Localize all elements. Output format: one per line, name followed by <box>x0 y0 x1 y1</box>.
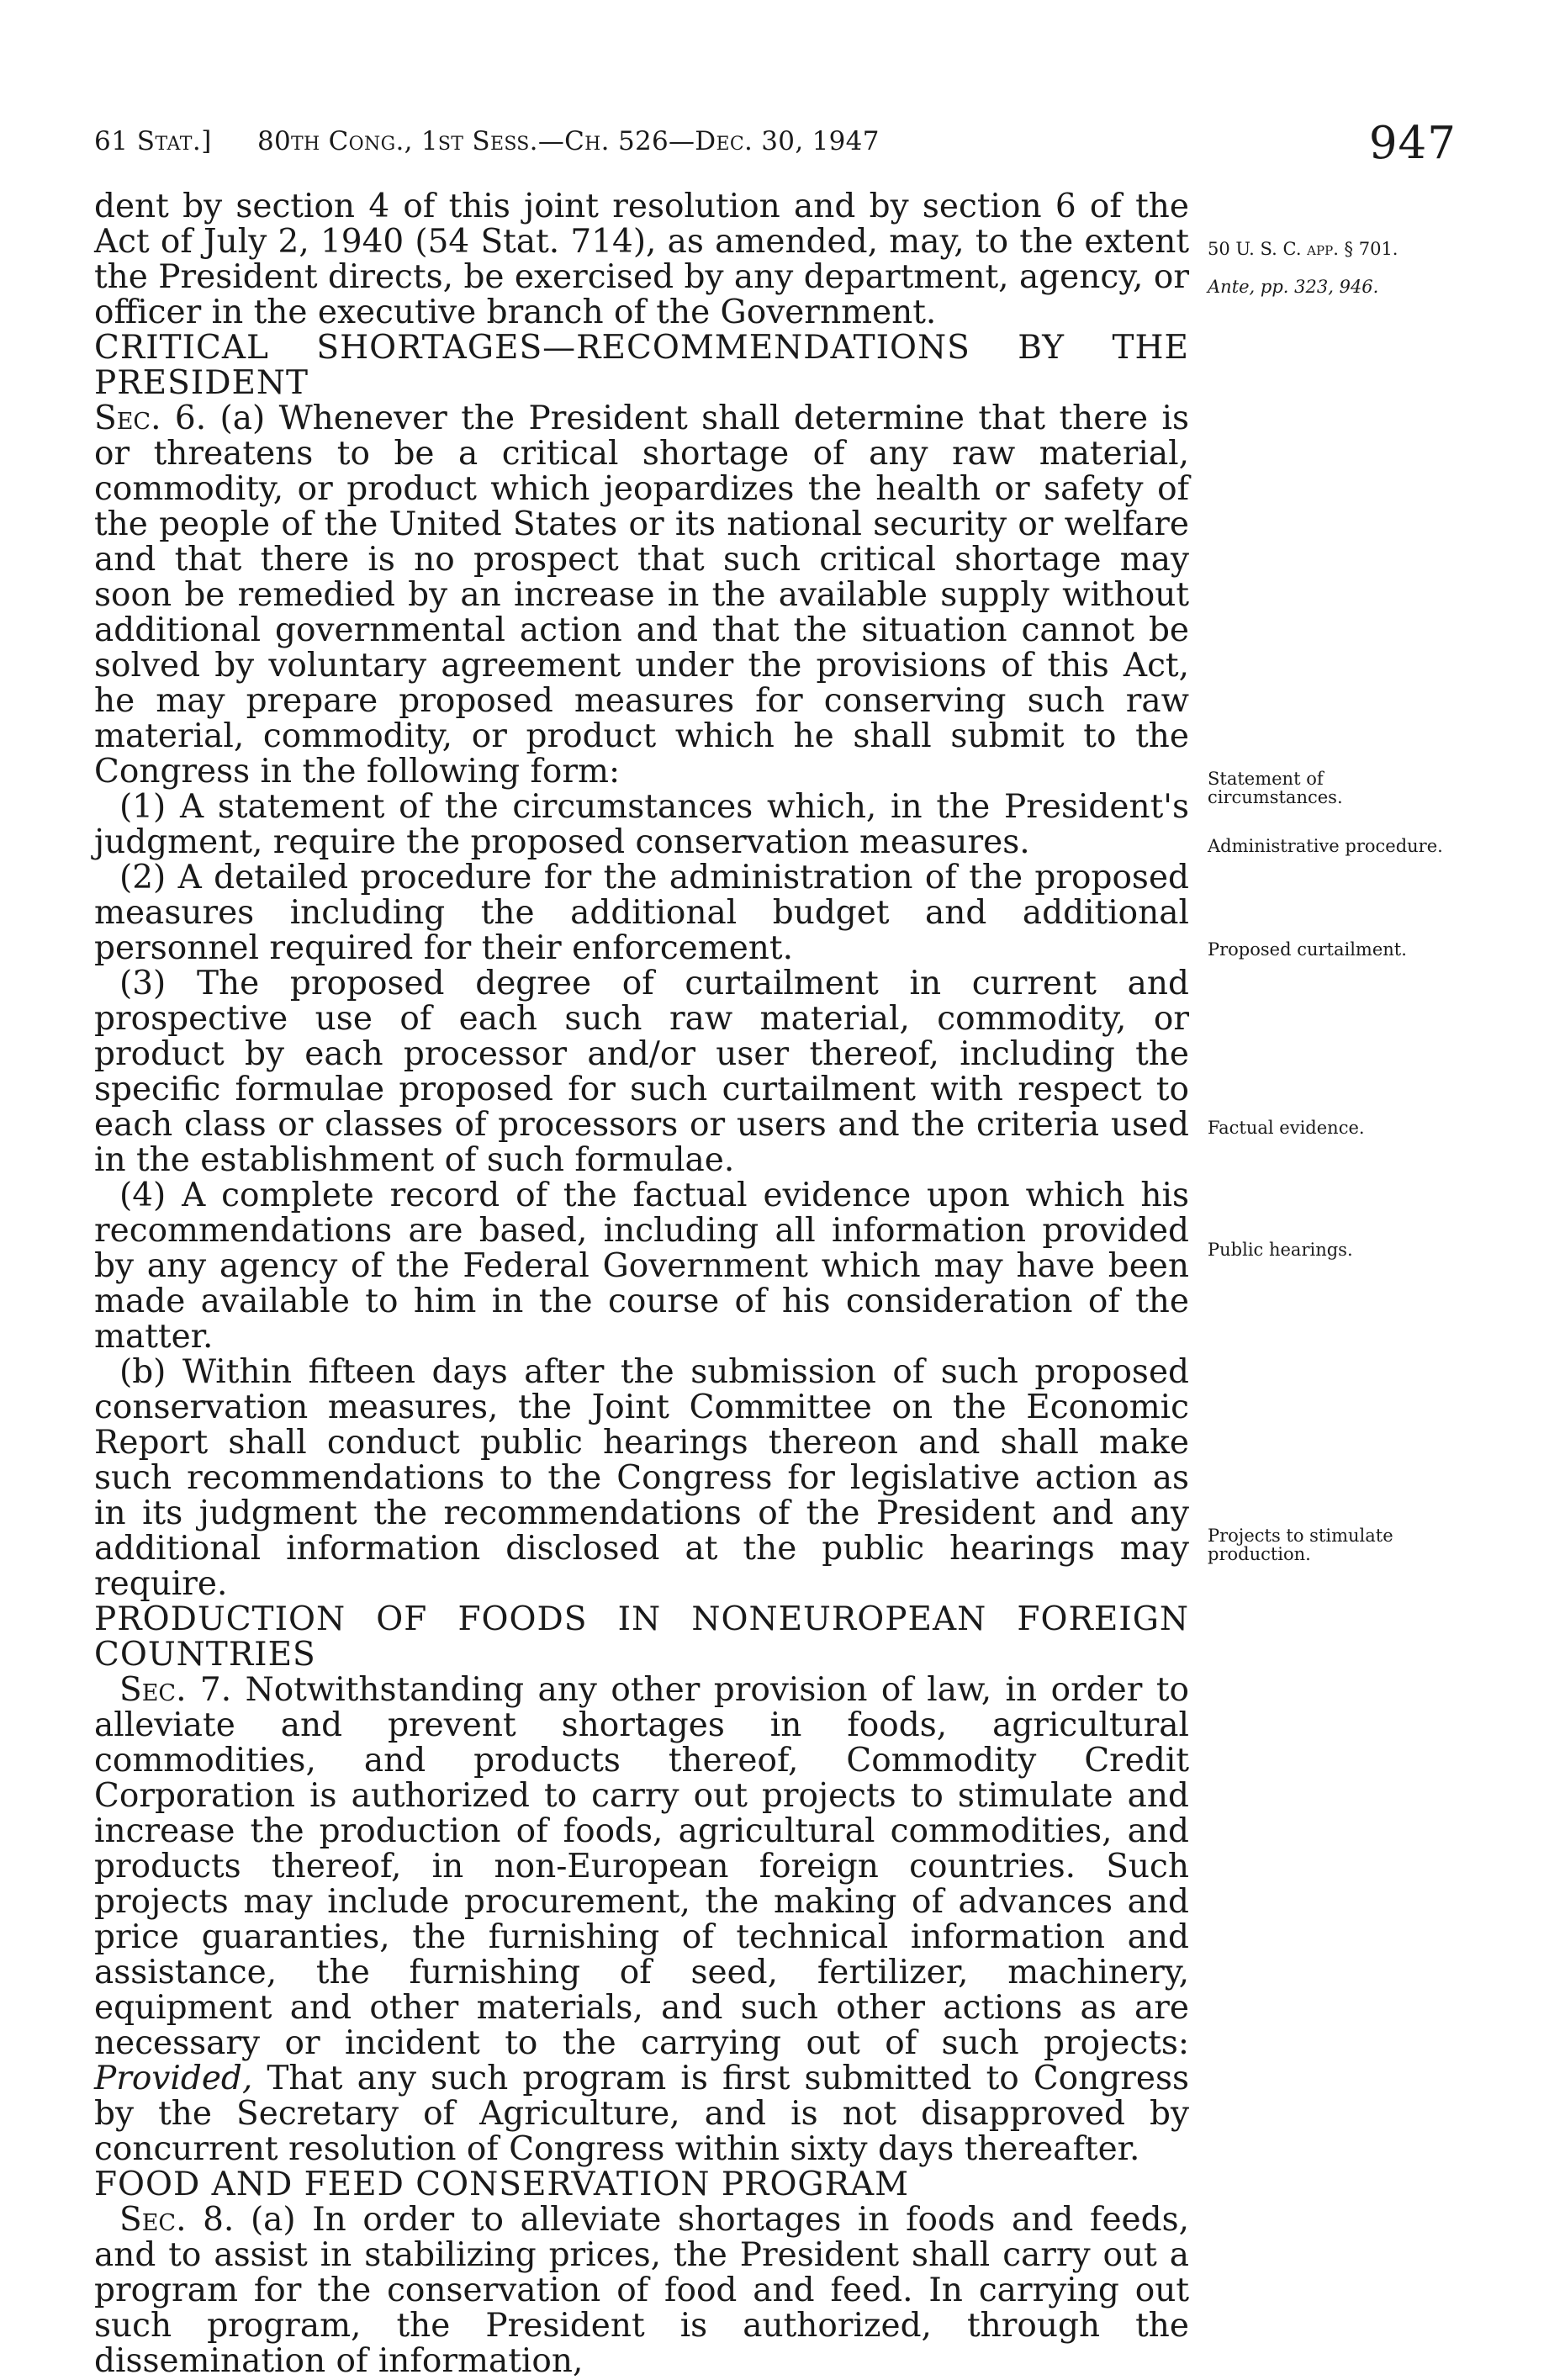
section-label: Sec. 6. <box>94 399 207 437</box>
margin-note-factual: Factual evidence. <box>1208 1118 1365 1138</box>
heading-production-of-foods: PRODUCTION OF FOODS IN NONEUROPEAN FOREIGN COUNTRIES <box>94 1600 1189 1674</box>
item-4: (4) A complete record of the factual evidence upon which his recommendations are based, including all information provided by any agency of the Federal Government which may have been made available to him in the course of his consideration of the matter. <box>94 1177 1189 1356</box>
page-number: 947 <box>1368 118 1457 169</box>
item-3: (3) The proposed degree of curtailment in current and prospective use of each such raw material, commodity, or product by each processor and/or user thereof, including the specific formulae proposed for such curtailment with respect to each class or classes of processors or users and the criteria used in the establishment of such formulae. <box>94 965 1189 1179</box>
proviso-word: Provided, <box>94 2060 253 2097</box>
margin-note-statement: Statement of circumstances. <box>1208 769 1343 807</box>
margin-note-curtailment: Proposed curtailment. <box>1208 939 1407 960</box>
margin-note-ante: Ante, pp. 323, 946. <box>1208 277 1379 297</box>
intro-paragraph: dent by section 4 of this joint resolution and by section 6 of the Act of July 2, 1940 (54 Stat. 714), as amended, may, to the extent the President directs, be exercised by any department, agency, or officer in the executive branch of the Government. <box>94 188 1189 331</box>
section-label: Sec. 7. <box>119 1671 232 1709</box>
item-2: (2) A detailed procedure for the administration of the proposed measures including the additional budget and additional personnel required for their enforcement. <box>94 859 1189 967</box>
section-6b: (b) Within fifteen days after the submission of such proposed conservation measures, the Joint Committee on the Economic Report shall conduct public hearings thereon and shall make such recommendations to the Congress for legislative action as in its judgment the recommendations of the President and any additional information disclosed at the public hearings may require. <box>94 1353 1189 1603</box>
statute-body <box>94 189 1189 2379</box>
section-7 <box>94 1673 1189 2167</box>
heading-critical-shortages: CRITICAL SHORTAGES—RECOMMENDATIONS BY THE PRESIDENT <box>94 329 1189 402</box>
margin-note-admin: Administrative procedure. <box>1208 836 1443 856</box>
margin-note-usc: 50 U. S. C. app. § 701. <box>1208 239 1398 259</box>
section-label: Sec. 8. <box>119 2201 235 2239</box>
stat-reference: 61 Stat.] <box>94 126 212 156</box>
section-text-tail: That any such program is first submitted to Congress by the Secretary of Agriculture, and is not disapproved by concurrent resolution of Congress within sixty days thereafter. <box>94 2060 1190 2168</box>
section-8a <box>94 2203 1189 2379</box>
section-text: (a) Whenever the President shall determine that there is or threatens to be a critical shortage of any raw material, commodity, or product which jeopardizes the health or safety of the people of the United States or its national security or welfare and that there is no prospect that such critical shortage may soon be remedied by an increase in the available supply without additional governmental action and that the situation cannot be solved by voluntary agreement under the provisions of this Act, he may prepare proposed measures for conserving such raw material, commodity, or product which he shall submit to the Congress in the following form: <box>94 399 1189 791</box>
margin-note-public: Public hearings. <box>1208 1240 1353 1260</box>
section-text: (a) In order to alleviate shortages in foods and feeds, and to assist in stabilizing prices, the President shall carry out a program for the conservation of food and feed. In carrying out such program, the President is authorized, through the dissemination of information, <box>94 2201 1189 2380</box>
section-text: Notwithstanding any other provision of law, in order to alleviate and prevent shortages in foods, agricultural commodities, and products thereof, Commodity Credit Corporation is authorized to carry out projects to stimulate and increase the production of foods, agricultural commodities, and products thereof, in non-European foreign countries. Such projects may include procurement, the making of advances and price guaranties, the furnishing of technical information and assistance, the furnishing of seed, fertilizer, machinery, equipment and other materials, and such other actions as are necessary or incident to the carrying out of such projects: <box>94 1671 1189 2062</box>
section-6a <box>94 401 1189 790</box>
page-header <box>94 118 1457 177</box>
margin-note-projects: Projects to stimulate production. <box>1208 1526 1393 1564</box>
session-line: 80th Cong., 1st Sess.—Ch. 526—Dec. 30, 1947 <box>257 126 880 156</box>
item-1: (1) A statement of the circumstances which, in the President's judgment, require the proposed conservation measures. <box>94 788 1189 861</box>
heading-food-and-feed: FOOD AND FEED CONSERVATION PROGRAM <box>94 2166 910 2203</box>
